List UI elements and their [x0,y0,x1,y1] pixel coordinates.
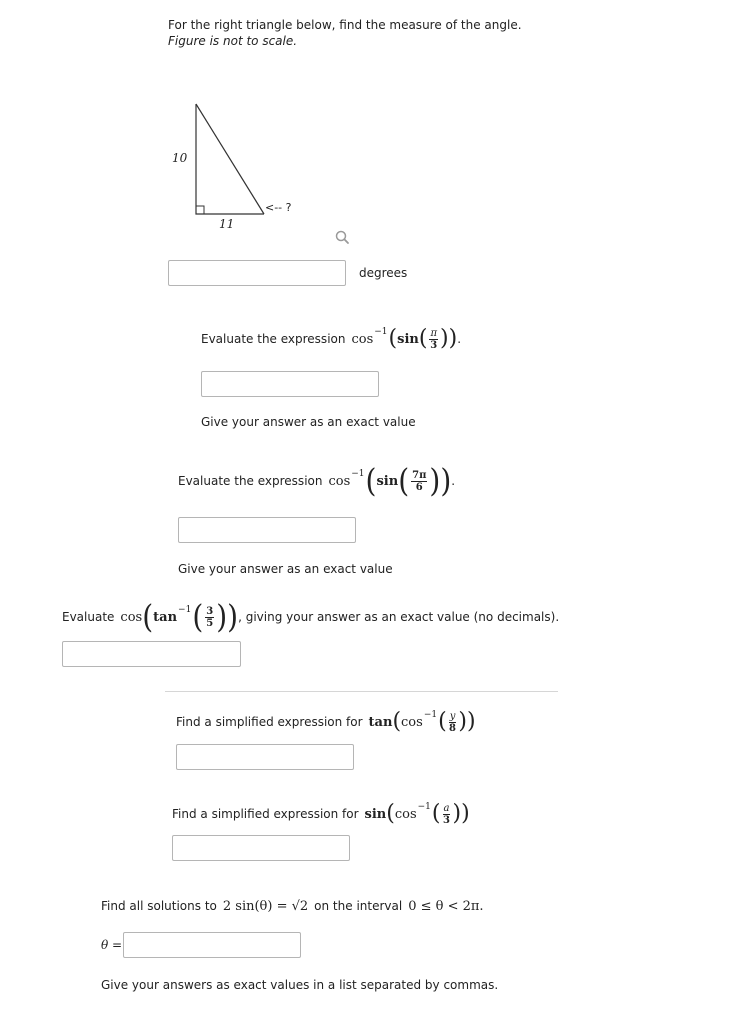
problem5-answer-input[interactable] [176,744,354,770]
problem5-inverse-exp: −1 [423,710,438,720]
triangle-side-horizontal: 11 [219,217,235,231]
problem4-expression [62,596,559,638]
problem7-interval: 0 ≤ θ < 2π. [408,898,484,914]
problem3-open-paren: ( [365,461,377,500]
problem2-answer-input[interactable] [201,371,379,397]
problem4-inner-open-paren: ( [192,597,204,636]
problem3-period: . [451,474,456,488]
problem2-inner-fn: sin [397,331,419,347]
problem5-open-paren: ( [392,709,402,734]
problem3-inner-open-paren: ( [398,461,410,500]
problem7-mid: on the interval [314,899,403,913]
problem5-expression [176,704,476,740]
problem6-answer-input[interactable] [172,835,350,861]
problem1-scale-note: Figure is not to scale. [168,34,298,48]
problem5-frac-den: 8 [449,722,456,734]
problem4-answer-input[interactable] [62,641,241,667]
problem6-frac-den: 3 [443,814,450,826]
triangle-side-vertical: 10 [172,151,188,165]
problem6-open-paren: ( [386,801,395,826]
problem3-label: Evaluate the expression [178,474,323,488]
problem3-frac-den: 6 [415,481,423,493]
problem2-outer-fn: cos [351,331,374,347]
problem3-outer-fn: cos [328,473,351,489]
problem3-close-paren: ) [440,461,452,500]
problem6-inner-open-paren: ( [431,801,441,826]
problem3-inner-close-paren: ) [429,461,441,500]
problem4-inverse-exp: −1 [178,605,192,615]
zoom-icon[interactable] [334,229,350,245]
problem6-fraction [443,803,451,826]
problem2-label: Evaluate the expression [201,332,346,346]
problem2-inner-open-paren: ( [418,326,428,351]
problem3-hint: Give your answer as an exact value [178,562,393,576]
problem6-inverse-exp: −1 [417,802,431,812]
triangle-angle-marker: <-- ? [265,201,292,214]
problem5-close-paren: ) [466,709,476,734]
problem5-outer-fn: tan [368,714,393,730]
problem4-inner-fn: tan [153,609,178,625]
problem2-period: . [457,332,462,346]
problem7-equation: 2 sin(θ) = √2 [222,898,309,914]
problem3-inverse-exp: −1 [351,469,365,479]
problem4-inner-close-paren: ) [216,597,228,636]
problem2-frac-num: π [430,327,438,339]
problem3-frac-num: 7π [412,469,427,481]
problem3-inner-fn: sin [376,473,399,489]
problem6-label: Find a simplified expression for [172,807,359,821]
problem2-hint: Give your answer as an exact value [201,415,416,429]
problem2-fraction [429,328,438,351]
problem3-answer-input[interactable] [178,517,356,543]
problem4-label: Evaluate [62,610,115,624]
problem5-inner-open-paren: ( [438,709,447,734]
problem6-frac-num: a [443,802,450,814]
problem2-frac-den: 3 [430,339,438,351]
problem1-answer-input[interactable] [168,260,346,286]
problem5-inner-close-paren: ) [458,709,467,734]
problem4-open-paren: ( [142,597,154,636]
problem7-answer-input[interactable] [123,932,301,958]
problem4-fraction [205,606,214,629]
problem3-fraction [411,470,427,493]
right-angle-mark [196,206,204,214]
problem7-var-label: θ = [101,938,123,952]
problem5-inner-fn: cos [401,714,423,730]
problem1-units: degrees [359,266,408,280]
problem2-inverse-exp: −1 [374,327,388,337]
problem2-expression [201,322,461,356]
problem7-hint: Give your answers as exact values in a list separated by commas. [101,978,499,992]
problem2-close-paren: ) [448,326,458,351]
problem7-prefix: Find all solutions to [101,899,217,913]
problem3-expression [178,461,455,501]
problem4-tail: , giving your answer as an exact value (no decimals). [238,610,560,624]
section-divider [165,691,558,692]
problem6-outer-fn: sin [364,806,387,822]
problem4-close-paren: ) [227,597,239,636]
problem2-open-paren: ( [388,326,398,351]
problem4-frac-den: 5 [206,617,214,629]
problem2-inner-close-paren: ) [440,326,449,351]
problem6-close-paren: ) [461,801,470,826]
problem6-inner-fn: cos [394,806,417,822]
problem1-prompt: For the right triangle below, find the measure of the angle. [168,18,522,32]
problem5-frac-num: y [449,710,456,722]
problem5-label: Find a simplified expression for [176,715,363,729]
problem5-fraction [449,711,457,734]
problem6-inner-close-paren: ) [452,801,462,826]
problem6-expression [172,796,470,832]
problem4-outer-fn: cos [120,609,143,625]
problem4-frac-num: 3 [206,605,214,617]
problem7-statement [101,896,484,916]
